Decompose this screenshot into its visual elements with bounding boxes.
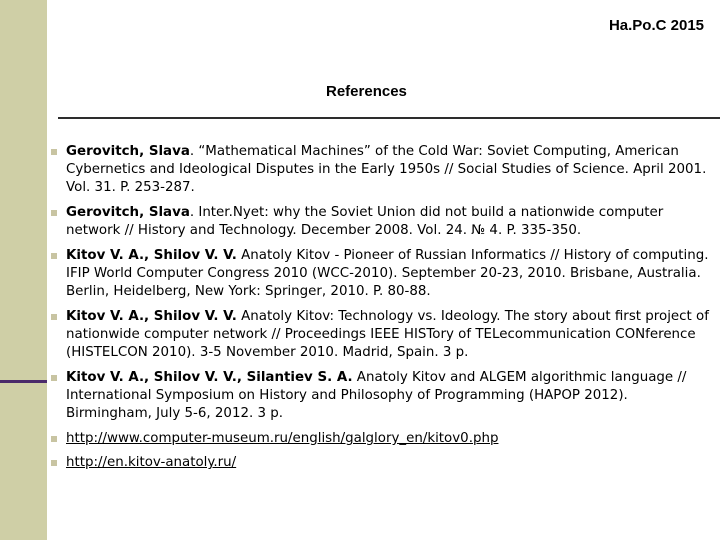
reference-item <box>66 204 714 240</box>
reference-text: Anatoly Kitov: Technology vs. Ideology. The story about first project of nationwide computer network // Proceedings IEEE HISTory of TELecommunication CONference (HISTELCON 2010). 3-5 November 2010. Madrid, Spain. 3 p. <box>66 309 709 360</box>
reference-item <box>66 247 714 301</box>
link-item <box>66 454 714 472</box>
reference-text: Anatoly Kitov and ALGEM algorithmic language // International Symposium on History and Philosophy of Programming (HAPOP 2012). Birmingham, July 5-6, 2012. 3 p. <box>66 370 687 421</box>
kitov-site-link[interactable]: http://en.kitov-anatoly.ru/ <box>66 455 237 470</box>
reference-text: Anatoly Kitov - Pioneer of Russian Informatics // History of computing. IFIP World Computer Congress 2010 (WCC-2010). September 20-23, 2010. Brisbane, Australia. Berlin, Heidelberg, New York: Springer, 2010. P. 80-88. <box>66 248 709 299</box>
reference-item <box>66 369 714 423</box>
header-title: Ha.Po.C 2015 <box>608 17 704 34</box>
reference-item <box>66 308 714 362</box>
reference-list <box>66 143 714 478</box>
reference-authors: Gerovitch, Slava <box>66 144 190 159</box>
page-title: References <box>326 83 407 100</box>
reference-authors: Kitov V. A., Shilov V. V. <box>66 309 237 324</box>
reference-text: . Inter.Nyet: why the Soviet Union did not build a nationwide computer network // History and Technology. December 2008. Vol. 24. № 4. P. 335-350. <box>66 205 664 238</box>
museum-link[interactable]: http://www.computer-museum.ru/english/galglory_en/kitov0.php <box>66 431 499 446</box>
left-decorative-bar <box>0 0 47 540</box>
reference-item <box>66 143 714 197</box>
link-item <box>66 430 714 448</box>
title-divider <box>58 117 720 119</box>
reference-text: . “Mathematical Machines” of the Cold War: Soviet Computing, American Cybernetics and Ideological Disputes in the Early 1950s // Social Studies of Science. April 2001. Vol. 31. P. 253-287. <box>66 144 707 195</box>
reference-authors: Kitov V. A., Shilov V. V., Silantiev S. A. <box>66 370 353 385</box>
reference-authors: Kitov V. A., Shilov V. V. <box>66 248 237 263</box>
reference-authors: Gerovitch, Slava <box>66 205 190 220</box>
left-accent-line <box>0 380 47 383</box>
